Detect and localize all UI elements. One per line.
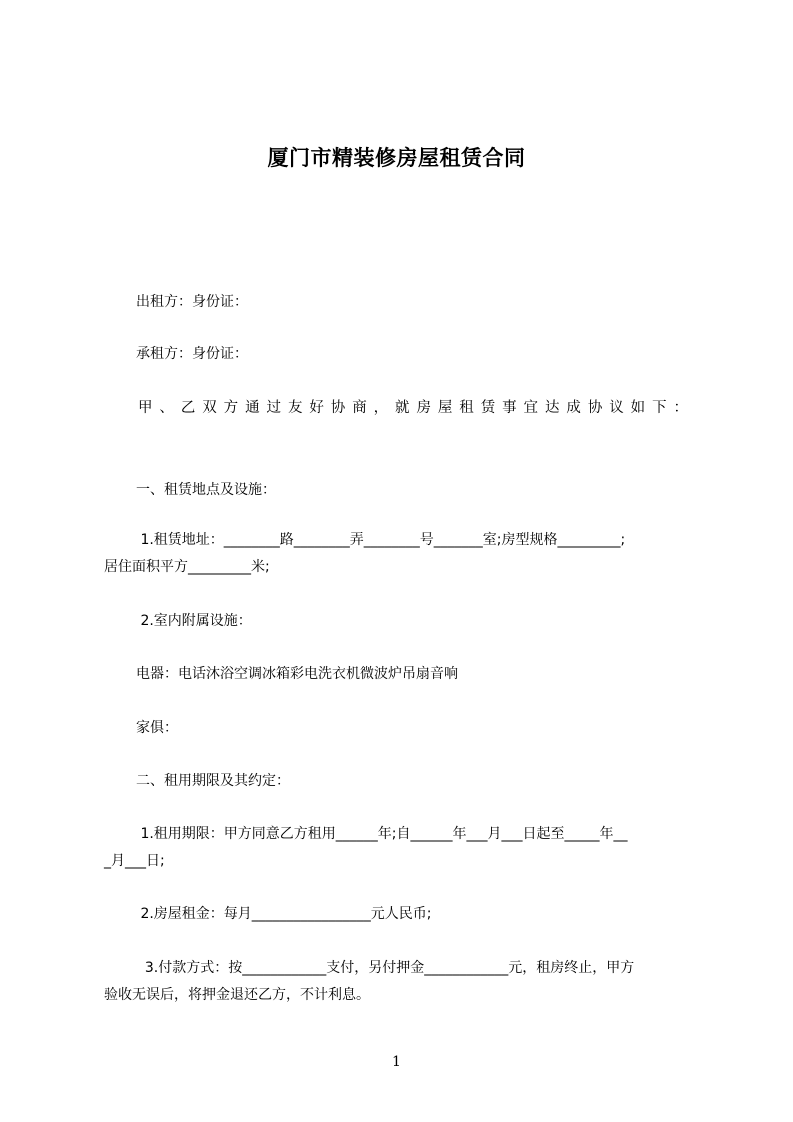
page-title: 厦门市精装修房屋租赁合同 bbox=[267, 146, 526, 170]
section2-item3-line2: 验收无误后，将押金退还乙方，不计利息。 bbox=[104, 987, 370, 1003]
section1-item2: 2.室内附属设施： bbox=[136, 613, 252, 629]
section1-item1-line1: 1.租赁地址：________路________弄________号_______室;房型规格_________; bbox=[136, 532, 626, 548]
page-number: 1 bbox=[392, 1054, 401, 1070]
intro-paragraph: 甲、乙双方通过友好协商，就房屋租赁事宜达成协议如下： bbox=[138, 400, 688, 416]
section1-heading: 一、租赁地点及设施： bbox=[136, 482, 276, 498]
section2-item2: 2.房屋租金：每月_________________元人民币; bbox=[136, 906, 432, 922]
section1-item1-line2: 居住面积平方_________米; bbox=[104, 559, 270, 575]
section2-item1-line1: 1.租用期限：甲方同意乙方租用______年;自______年___月___日起至_____年__ bbox=[136, 826, 628, 842]
furniture-line: 家俱： bbox=[136, 720, 178, 736]
appliances-line: 电器：电话沐浴空调冰箱彩电洗衣机微波炉吊扇音响 bbox=[136, 666, 458, 682]
lessor-line: 出租方：身份证： bbox=[136, 294, 248, 310]
lessee-line: 承租方：身份证： bbox=[136, 346, 248, 362]
section2-heading: 二、租用期限及其约定： bbox=[136, 773, 290, 789]
section2-item1-line2: _月___日; bbox=[104, 853, 165, 869]
section2-item3-line1: 3.付款方式：按____________支付，另付押金____________元，租房终止，甲方 bbox=[136, 960, 635, 976]
